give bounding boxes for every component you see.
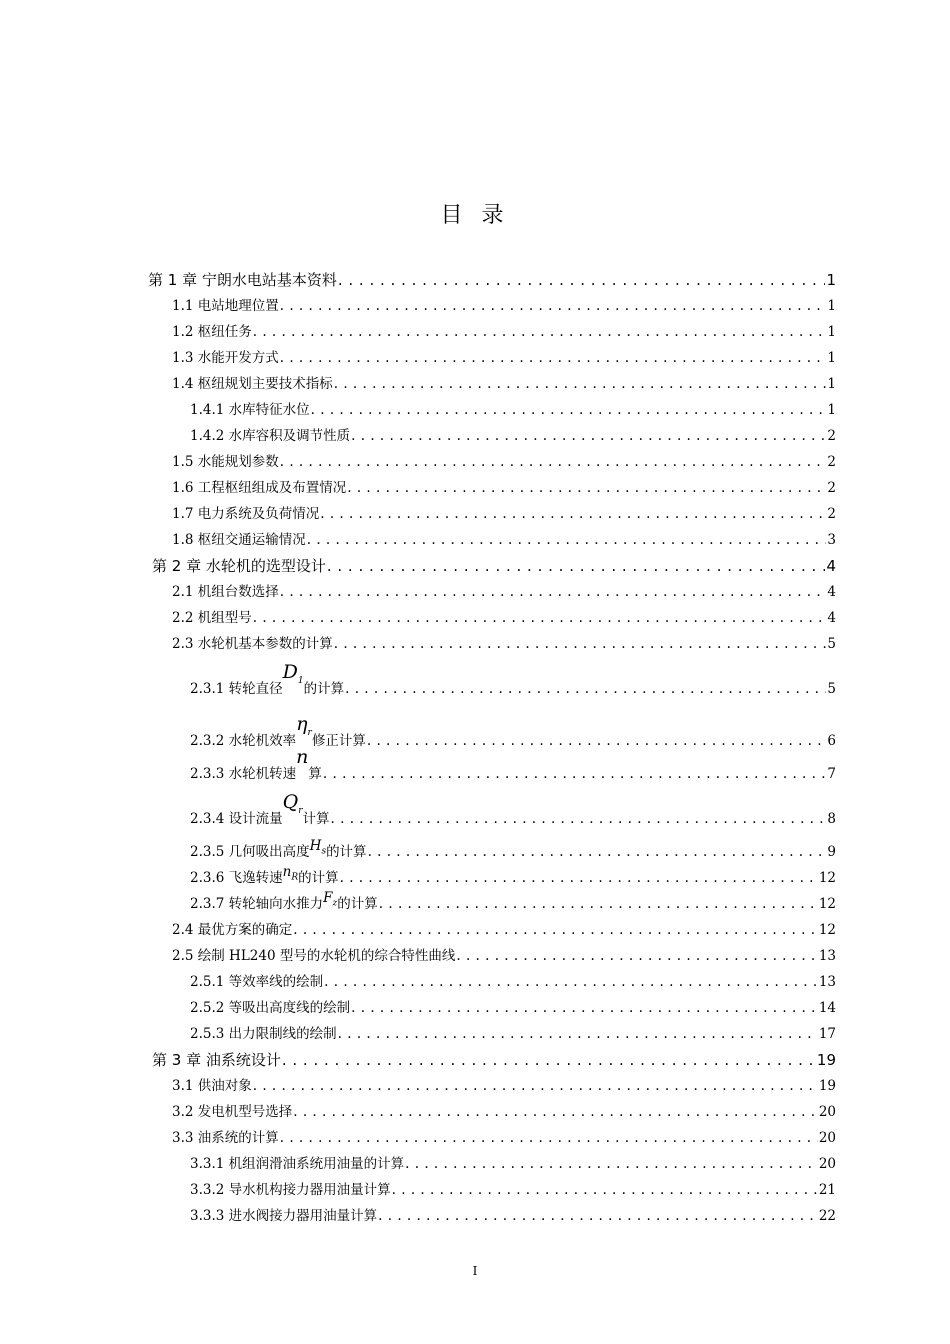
toc-entry[interactable]: 1.4.2 水库容积及调节性质 . . . 2 [190,426,836,446]
toc-entry[interactable]: 2.5.2 等吸出高度线的绘制 . . . 14 [190,998,836,1018]
toc-entry[interactable]: 2.3.7 转轮轴向水推力 $F_z$ 的计算 . . . 12 [190,894,836,914]
toc-entry[interactable]: 2.5.3 出力限制线的绘制 . . . 17 [190,1024,836,1044]
toc-entry[interactable]: 1.2 枢纽任务 . . . 1 [172,322,836,342]
toc-entry[interactable]: 3.1 供油对象 . . . 19 [172,1076,836,1096]
toc-entry[interactable]: 3.3 油系统的计算 . . . 20 [172,1128,836,1148]
toc-title: 目 录 [440,203,510,228]
toc-entry[interactable]: 第 1 章 宁朗水电站基本资料 . . . 1 [148,270,836,290]
toc-entry[interactable]: 3.3.2 导水机构接力器用油量计算 . . . 21 [190,1180,836,1200]
toc-entry[interactable]: 2.3.1 转轮直径 $D_1$ 的计算 . . . 5 [190,679,836,699]
toc-entry[interactable]: 1.3 水能开发方式 . . . 1 [172,348,836,368]
toc-entry[interactable]: 第 3 章 油系统设计 . . . 19 [152,1050,836,1070]
toc-entry[interactable]: 3.3.1 机组润滑油系统用油量的计算 . . . 20 [190,1154,836,1174]
formula-symbol: $F_z$ [323,890,338,909]
toc-entry[interactable]: 2.3.3 水轮机转速 n 算 . . . 7 [190,764,836,784]
toc-entry[interactable]: 1.8 枢纽交通运输情况 . . . 3 [172,530,836,550]
toc-entry[interactable]: 1.7 电力系统及负荷情况 . . . 2 [172,504,836,524]
toc-entry[interactable]: 2.3.6 飞逸转速 $n_R$ 的计算 . . . 12 [190,868,836,888]
formula-symbol: n [296,746,309,769]
toc-entry[interactable]: 1.1 电站地理位置 . . . 1 [172,296,836,316]
page-number: I [472,1264,478,1278]
toc-entry[interactable]: 2.3.2 水轮机效率 $\eta_r$ 修正计算 . . . 6 [190,731,836,751]
toc-entry[interactable]: 2.4 最优方案的确定 . . . 12 [172,920,836,940]
toc-entry[interactable]: 2.3 水轮机基本参数的计算 . . . 5 [172,634,836,654]
toc-entry[interactable]: 1.4.1 水库特征水位 . . . 1 [190,400,836,420]
toc-entry[interactable]: 2.5.1 等效率线的绘制 . . . 13 [190,972,836,992]
toc-entry[interactable]: 2.5 绘制 HL240 型号的水轮机的综合特性曲线 . . . 13 [172,946,836,966]
formula-symbol: $Q_r$ [282,791,303,816]
toc-entry[interactable]: 第 2 章 水轮机的选型设计 . . . 4 [152,556,836,576]
toc-entry[interactable]: 2.2 机组型号 . . . 4 [172,608,836,628]
formula-symbol: $H_s$ [309,838,327,857]
toc-entry[interactable]: 2.3.4 设计流量 $Q_r$ 计算 . . . 8 [190,809,836,829]
toc-entry[interactable]: 1.4 枢纽规划主要技术指标 . . . 1 [172,374,836,394]
toc-entry[interactable]: 2.1 机组台数选择 . . . 4 [172,582,836,602]
formula-symbol: $n_R$ [282,864,299,883]
formula-symbol: $D_1$ [282,661,304,686]
toc-entry[interactable]: 2.3.5 几何吸出高度 $H_s$ 的计算 . . . 9 [190,842,836,862]
formula-symbol: $\eta_r$ [296,713,312,738]
toc-entry[interactable]: 1.5 水能规划参数 . . . 2 [172,452,836,472]
toc-entry[interactable]: 1.6 工程枢纽组成及布置情况 . . . 2 [172,478,836,498]
toc-entry[interactable]: 3.2 发电机型号选择 . . . 20 [172,1102,836,1122]
toc-entry[interactable]: 3.3.3 进水阀接力器用油量计算 . . . 22 [190,1206,836,1226]
